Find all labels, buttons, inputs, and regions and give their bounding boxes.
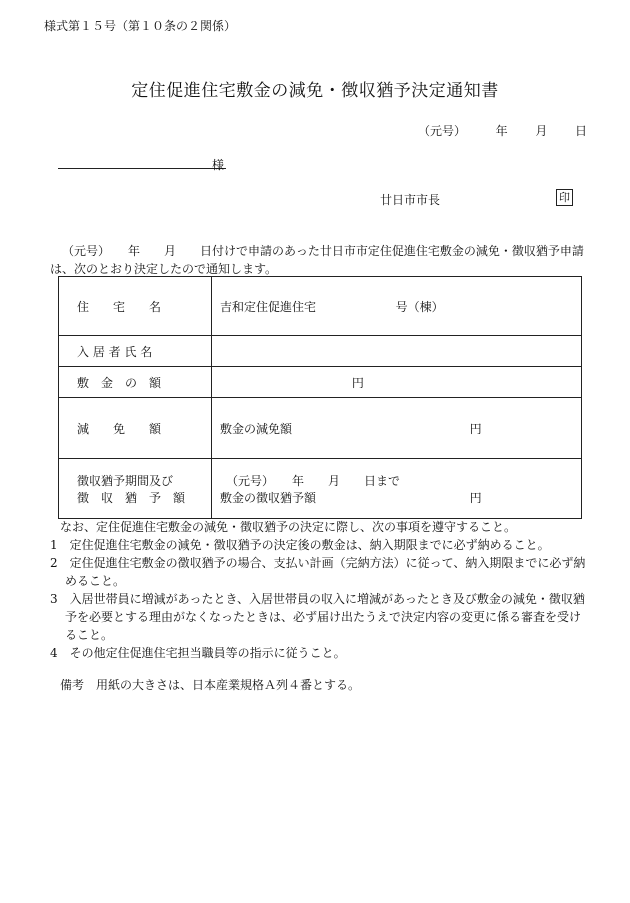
deposit-unit: 円 <box>351 375 364 390</box>
date-year: 年 <box>495 124 508 138</box>
seal-mark: 印 <box>556 189 573 206</box>
table-row <box>59 336 582 367</box>
form-number: 様式第１５号（第１０条の２関係） <box>44 19 237 33</box>
table-row <box>59 398 582 459</box>
table-row <box>59 459 582 519</box>
remark: 備考 用紙の大きさは、日本産業規格Ａ列４番とする。 <box>60 678 361 692</box>
notes-lead: なお、定住促進住宅敷金の減免・徴収猶予の決定に際し、次の事項を遵守すること。 <box>60 520 517 534</box>
exemption-value <box>212 398 582 459</box>
date-month: 月 <box>535 124 548 138</box>
deferral-until: （元号） 年 月 日まで <box>226 473 401 488</box>
intro-paragraph: （元号） 年 月 日付けで申請のあった廿日市市定住促進住宅敷金の減免・徴収猶予申請は、次のとおり決定したので通知します。 <box>50 244 584 276</box>
table-row <box>59 277 582 336</box>
exemption-unit: 円 <box>469 421 482 436</box>
housing-label: 住 宅 名 <box>59 277 212 336</box>
housing-unit: 号（棟） <box>395 299 444 314</box>
issue-date <box>418 122 587 139</box>
deferral-text: 敷金の徴収猶予額 <box>220 490 317 505</box>
document-title: 定住促進住宅敷金の減免・徴収猶予決定通知書 <box>131 81 499 101</box>
deposit-value <box>212 367 582 398</box>
housing-name: 吉和定住促進住宅 <box>220 299 317 314</box>
exemption-text: 敷金の減免額 <box>220 421 293 436</box>
list-item: 3 入居世帯員に増減があったとき、入居世帯員の収入に増減があったとき及び敷金の減免・徴収猶予を必要とする理由がなくなったときは、必ず届け出たうえで決定内容の変更に係る審査を受けること。 <box>50 592 585 642</box>
notes-section <box>50 518 590 662</box>
deferral-label <box>59 459 212 519</box>
deferral-unit: 円 <box>469 490 482 505</box>
deferral-label-line-1: 徴収猶予期間及び <box>77 473 174 488</box>
deferral-label-line-2: 徴 収 猶 予 額 <box>77 490 186 505</box>
housing-value <box>212 277 582 336</box>
resident-value <box>212 336 582 367</box>
table-row <box>59 367 582 398</box>
deferral-value <box>212 459 582 519</box>
exemption-label: 減 免 額 <box>59 398 212 459</box>
recipient-honorific: 様 <box>212 158 225 172</box>
list-item: 1 定住促進住宅敷金の減免・徴収猶予の決定後の敷金は、納入期限までに必ず納めること。 <box>50 538 550 552</box>
resident-label: 入 居 者 氏 名 <box>59 336 212 367</box>
deposit-label: 敷 金 の 額 <box>59 367 212 398</box>
decision-table <box>58 276 582 519</box>
list-item: 4 その他定住促進住宅担当職員等の指示に従うこと。 <box>50 646 346 660</box>
deferral-amount-line <box>220 489 573 506</box>
date-day: 日 <box>575 124 588 138</box>
recipient-name-line <box>58 168 226 169</box>
list-item: 2 定住促進住宅敷金の徴収猶予の場合、支払い計画（完納方法）に従って、納入期限までに必ず納めること。 <box>50 556 586 588</box>
date-era: （元号） <box>418 124 467 138</box>
issuer-name: 廿日市市長 <box>380 193 441 207</box>
